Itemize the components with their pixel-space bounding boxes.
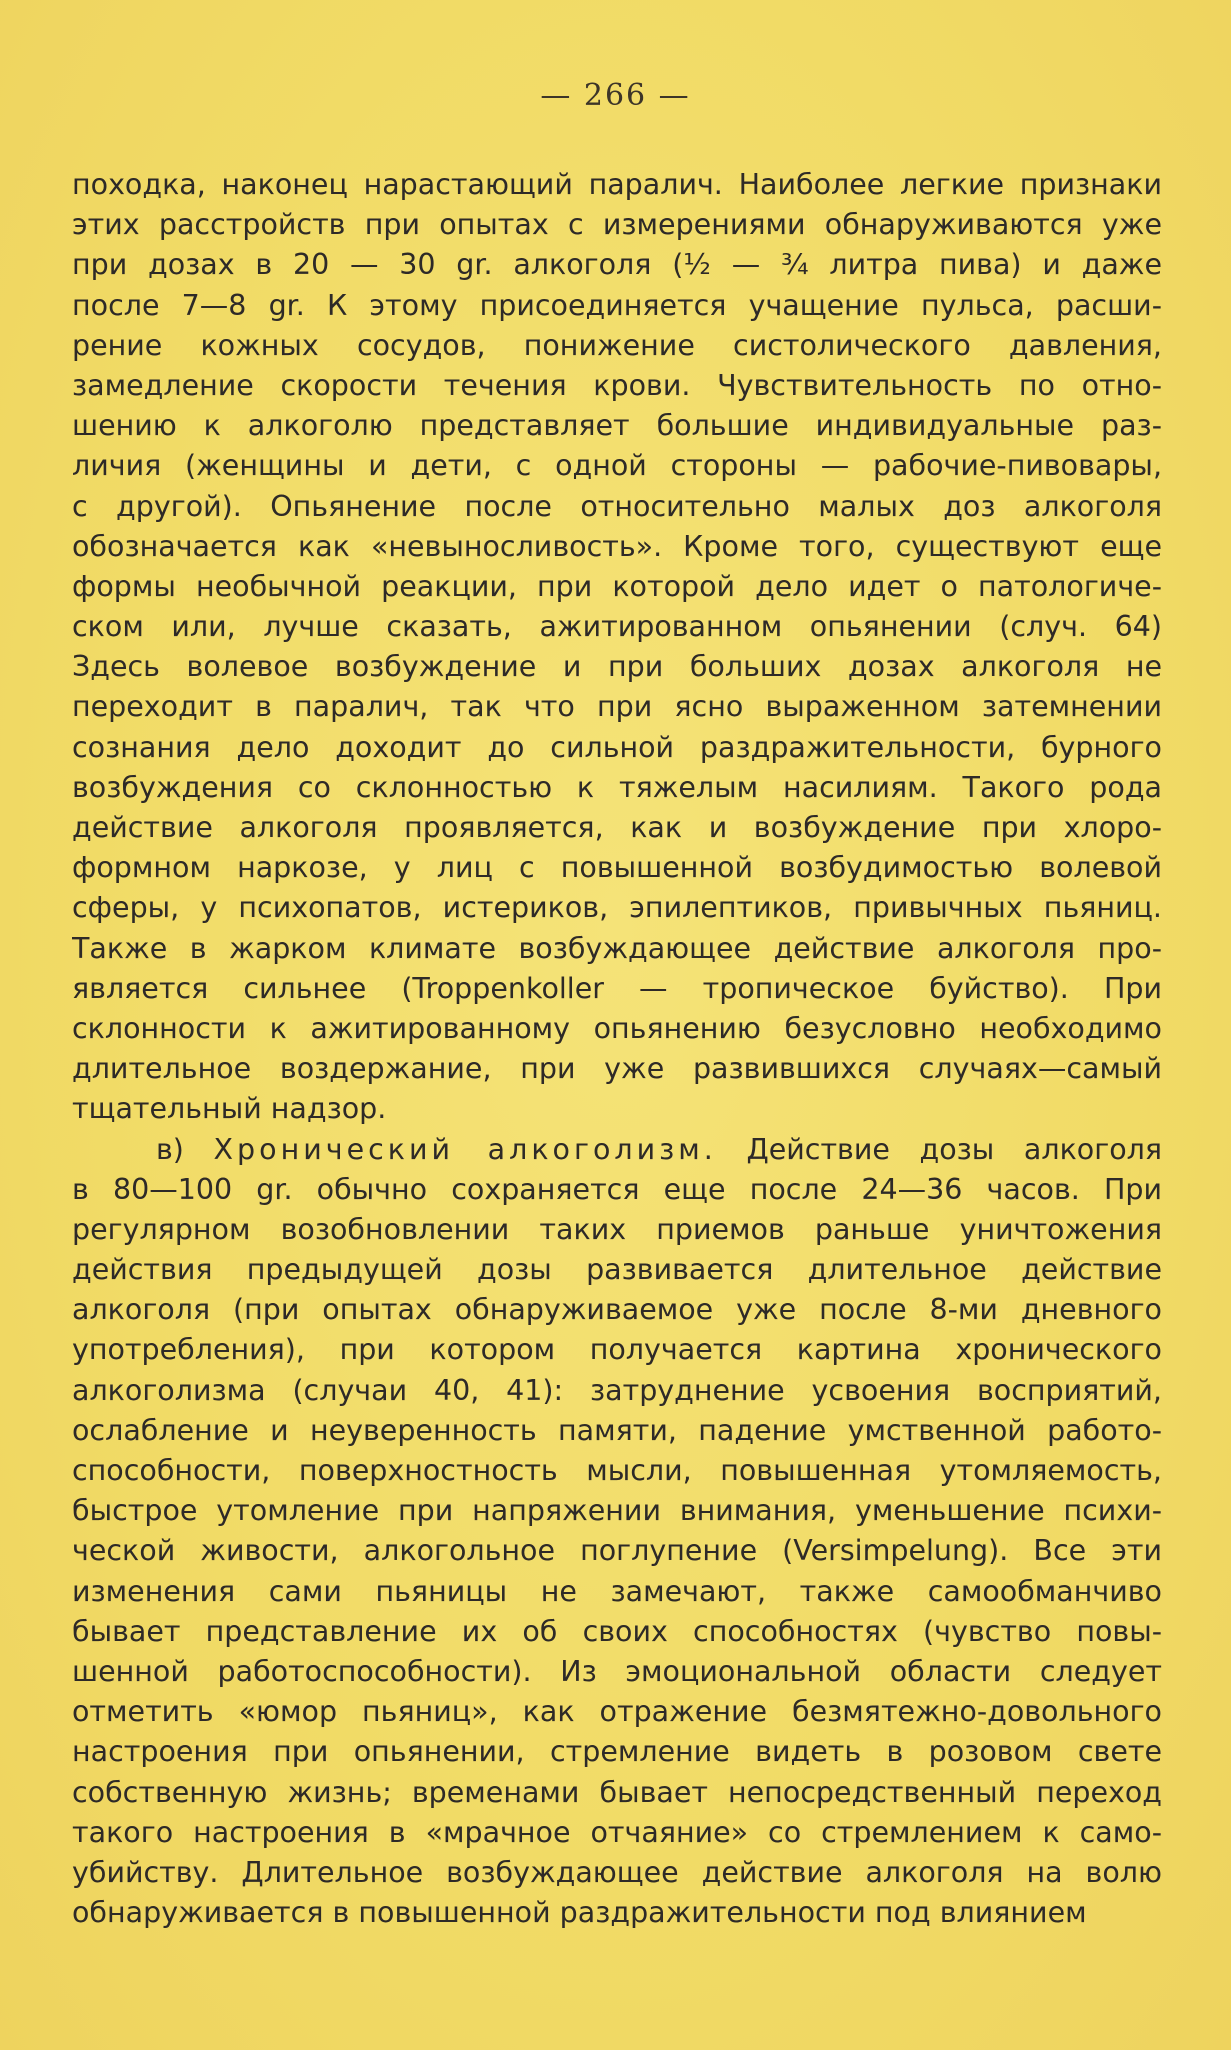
- text-line: шению к алкоголю представляет большие индивидуальные раз-: [72, 409, 1162, 443]
- text-line: регулярном возобновлении таких приемов раньше уничтожения: [72, 1212, 1162, 1246]
- text-line: употребления), при котором получается картина хронического: [72, 1333, 1162, 1367]
- text-line: личия (женщины и дети, с одной стороны — рабочие-пивовары,: [72, 449, 1162, 483]
- text-line: способности, поверхностность мысли, повышенная утомляемость,: [72, 1454, 1162, 1487]
- text-line: с другой). Опьянение после относительно малых доз алкоголя: [72, 489, 1162, 523]
- text-line: рение кожных сосудов, понижение систолического давления,: [72, 328, 1162, 362]
- text-line: походка, наконец нарастающий паралич. Наиболее легкие признаки: [72, 168, 1162, 201]
- text-line: Здесь волевое возбуждение и при больших дозах алкоголя не: [72, 650, 1162, 684]
- text-line: склонности к ажитированному опьянению безусловно необходимо: [72, 1011, 1162, 1045]
- text-line: убийству. Длительное возбуждающее действие алкоголя на волю: [72, 1855, 1162, 1889]
- text-line: длительное воздержание, при уже развившихся случаях—самый: [72, 1052, 1162, 1086]
- text-line: собственную жизнь; временами бывает непосредственный переход: [72, 1775, 1162, 1809]
- text-line: Также в жарком климате возбуждающее действие алкоголя про-: [72, 931, 1162, 965]
- text-line: в 80—100 gr. обычно сохраняется еще после 24—36 часов. При: [72, 1172, 1162, 1206]
- text-line: действие алкоголя проявляется, как и возбуждение при хлоро-: [72, 811, 1162, 844]
- text-line: шенной работоспособности). Из эмоциональной области следует: [72, 1654, 1162, 1688]
- text-line: ослабление и неуверенность памяти, падение умственной работо-: [72, 1413, 1162, 1447]
- section-heading: Хронический алкоголизм.: [213, 1132, 717, 1166]
- text-line: ческой живости, алкогольное поглупение (Versimpelung). Все эти: [72, 1534, 1162, 1568]
- text-line: после 7—8 gr. К этому присоединяется учащение пульса, расши-: [72, 288, 1162, 322]
- text-line: возбуждения со склонностью к тяжелым насилиям. Такого рода: [72, 770, 1162, 804]
- text-line: алкоголя (при опытах обнаруживаемое уже после 8-ми дневного: [72, 1293, 1162, 1327]
- text-line: быстрое утомление при напряжении внимания, уменьшение психи-: [72, 1494, 1162, 1528]
- section-prefix: в): [156, 1132, 184, 1166]
- text-line: этих расстройств при опытах с измерениями обнаруживаются уже: [72, 208, 1162, 242]
- text-line: изменения сами пьяницы не замечают, также самообманчиво: [72, 1574, 1162, 1608]
- text-line: тщательный надзор.: [72, 1092, 387, 1126]
- text-line: при дозах в 20 — 30 gr. алкоголя (½ — ¾ литра пива) и даже: [72, 248, 1162, 282]
- text-line: переходит в паралич, так что при ясно выраженном затемнении: [72, 690, 1162, 724]
- text-line: действия предыдущей дозы развивается длительное действие: [72, 1253, 1162, 1287]
- page-number: — 266 —: [540, 78, 691, 113]
- paragraph-1: [72, 165, 1162, 1130]
- text-line: формном наркозе, у лиц с повышенной возбудимостью волевой: [72, 851, 1162, 885]
- text-line: отметить «юмор пьяниц», как отражение безмятежно-довольного: [72, 1695, 1162, 1729]
- text-line: ском или, лучше сказать, ажитированном опьянении (случ. 64): [72, 610, 1162, 644]
- paragraph-2-first-line: [72, 1130, 1162, 1170]
- paragraph-2: [72, 1130, 1162, 1934]
- text-line: сферы, у психопатов, истериков, эпилептиков, привычных пьяниц.: [72, 891, 1162, 925]
- text-line: формы необычной реакции, при которой дело идет о патологиче-: [72, 569, 1162, 603]
- text-line: сознания дело доходит до сильной раздражительности, бурного: [72, 730, 1162, 764]
- text-line: замедление скорости течения крови. Чувствительность по отно-: [72, 368, 1162, 402]
- text-line: такого настроения в «мрачное отчаяние» со стремлением к само-: [72, 1815, 1162, 1849]
- first-line-rest: Действие дозы алкоголя: [746, 1132, 1162, 1166]
- body-text: [72, 165, 1162, 1933]
- text-line: алкоголизма (случаи 40, 41): затруднение усвоения восприятий,: [72, 1373, 1162, 1407]
- text-line: является сильнее (Troppenkoller — тропическое буйство). При: [72, 971, 1162, 1005]
- text-line: бывает представление их об своих способностях (чувство повы-: [72, 1614, 1162, 1648]
- text-line: настроения при опьянении, стремление видеть в розовом свете: [72, 1735, 1162, 1769]
- text-line: обозначается как «невыносливость». Кроме того, существуют еще: [72, 529, 1162, 563]
- text-line: обнаруживается в повышенной раздражительности под влиянием: [72, 1896, 1087, 1930]
